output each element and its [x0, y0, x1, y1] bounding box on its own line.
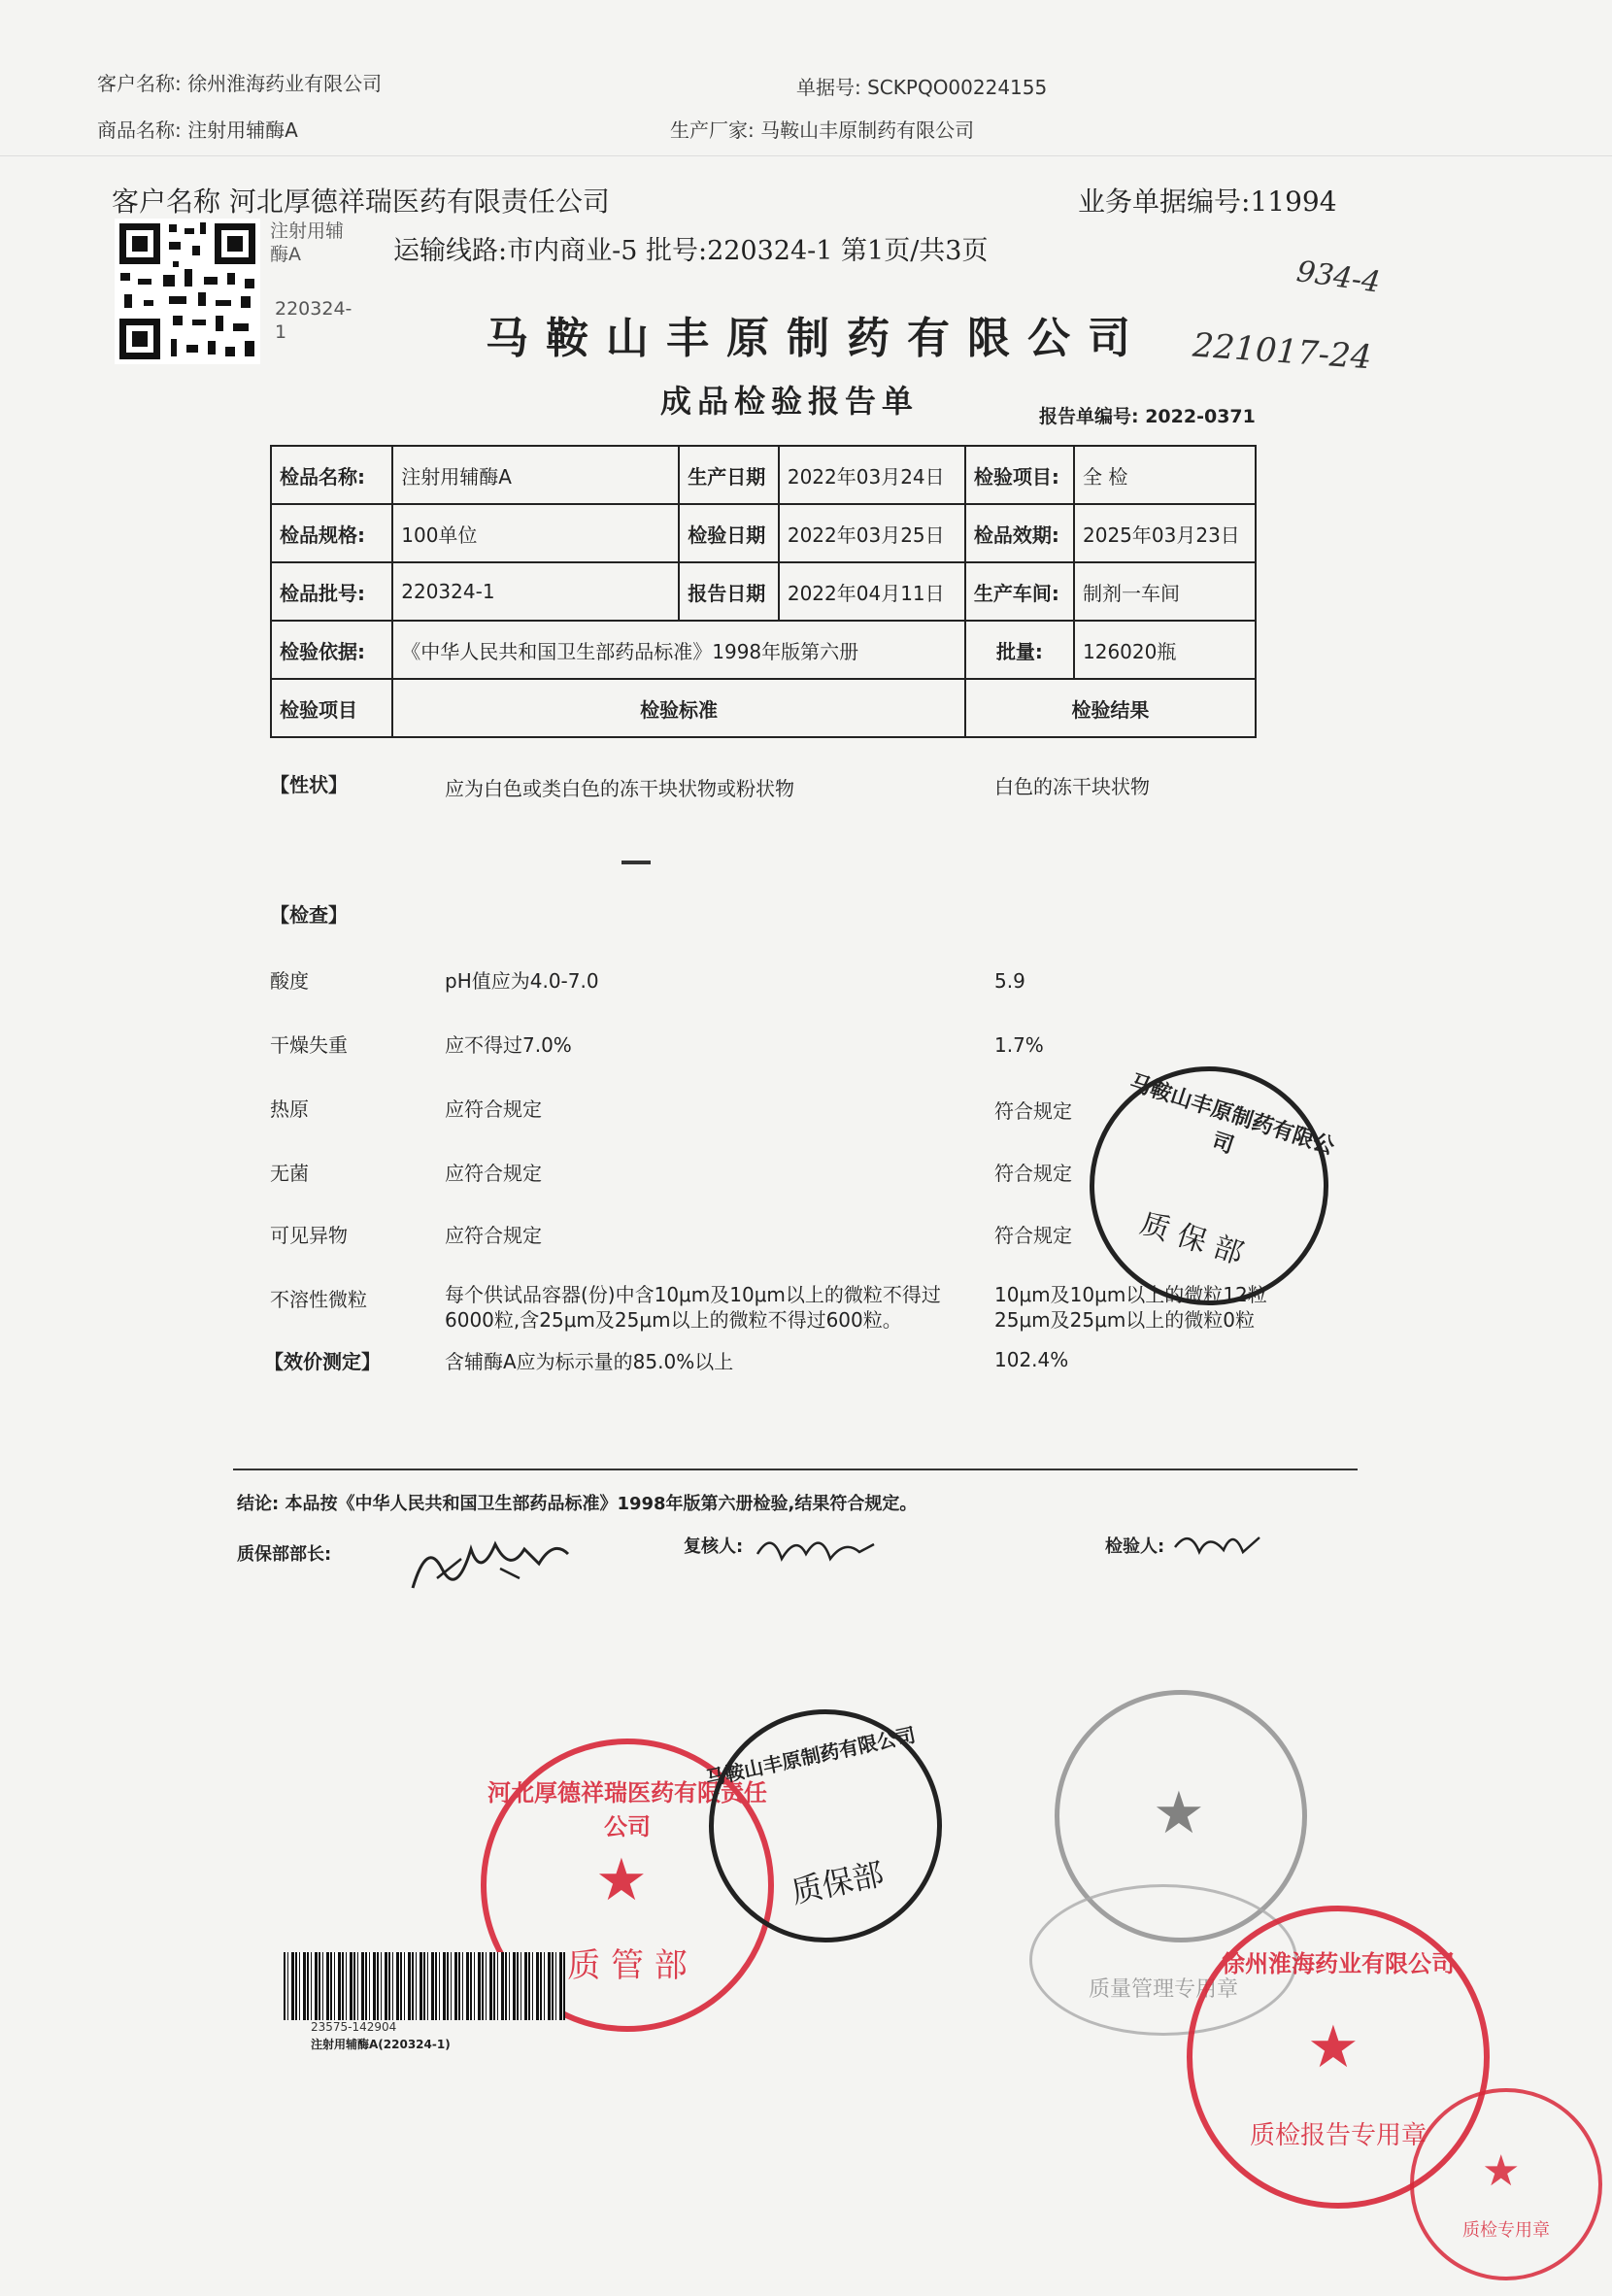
- company-title: 马鞍山丰原制药有限公司: [486, 314, 1148, 363]
- appearance-label: 【性状】: [270, 773, 348, 796]
- reviewer-label: 复核人:: [684, 1536, 744, 1557]
- star-icon: ★: [1482, 2146, 1521, 2196]
- test-name: 可见异物: [270, 1224, 348, 1247]
- table-cell: 检验结果: [965, 679, 1256, 737]
- barcode-caption: 注射用辅酶A(220324-1): [311, 2038, 451, 2051]
- ink-mark: [621, 861, 651, 864]
- conclusion-divider: [233, 1469, 1358, 1470]
- particle-standard-line1: 每个供试品容器(份)中含10μm及10μm以上的微粒不得过: [445, 1283, 941, 1306]
- doc-number-label: 单据号:: [796, 76, 861, 99]
- test-standard: pH值应为4.0-7.0: [445, 969, 599, 993]
- table-cell: 2022年04月11日: [779, 562, 965, 621]
- test-name: 热原: [270, 1097, 309, 1121]
- table-row: [271, 679, 1256, 737]
- table-cell: 批量:: [965, 621, 1074, 679]
- stamp-top-text: 马鞍山丰原制药有限公司: [1126, 1070, 1338, 1161]
- conclusion-text: 结论: 本品按《中华人民共和国卫生部药品标准》1998年版第六册检验,结果符合规定。: [237, 1494, 918, 1514]
- test-standard: 应符合规定: [445, 1224, 542, 1247]
- qr-batch-label: [275, 297, 352, 344]
- particle-result-line1: 10μm及10μm以上的微粒12粒: [994, 1283, 1267, 1306]
- signature-inspector: [1170, 1523, 1267, 1571]
- star-icon: ★: [1153, 1779, 1205, 1847]
- check-label: 【检查】: [270, 903, 348, 927]
- stamp-bottom-text: 质 管 部: [567, 1946, 688, 1985]
- particle-standard: [445, 1282, 941, 1333]
- doc-number-value: SCKPQO00224155: [867, 76, 1048, 99]
- table-row: [271, 504, 1256, 562]
- potency-label: 【效价测定】: [264, 1350, 381, 1373]
- test-result: 符合规定: [994, 1162, 1072, 1185]
- appearance-standard: 应为白色或类白色的冻干块状物或粉状物: [445, 777, 794, 800]
- stamp-bottom-text: 质保部: [788, 1855, 888, 1911]
- star-icon: ★: [1307, 2013, 1360, 2081]
- product-line: [97, 115, 298, 143]
- table-cell: 制剂一车间: [1074, 562, 1256, 621]
- table-row: [271, 621, 1256, 679]
- test-name: 干燥失重: [270, 1033, 348, 1057]
- qr-product-label-line1: 注射用辅: [270, 220, 345, 242]
- report-title: 成品检验报告单: [660, 383, 920, 420]
- info-table: [270, 445, 1257, 738]
- table-cell: 2025年03月23日: [1074, 504, 1256, 562]
- test-result: 1.7%: [994, 1033, 1044, 1057]
- stamp-bottom-text: 质 保 部: [1135, 1206, 1248, 1272]
- test-standard: 应符合规定: [445, 1162, 542, 1185]
- stamp-text: 质检专用章: [1462, 2220, 1550, 2241]
- table-cell: 100单位: [392, 504, 679, 562]
- table-cell: 《中华人民共和国卫生部药品标准》1998年版第六册: [392, 621, 965, 679]
- table-cell: 126020瓶: [1074, 621, 1256, 679]
- test-standard: 应不得过7.0%: [445, 1033, 572, 1057]
- stamp-bottom-text: 质检报告专用章: [1249, 2121, 1427, 2150]
- qr-batch-line2: 1: [275, 321, 287, 343]
- customer-line: [97, 68, 382, 96]
- stamp-top-text: 徐州淮海药业有限公司: [1222, 1950, 1455, 1977]
- qr-product-label-line2: 酶A: [270, 244, 301, 265]
- particle-result-line2: 25μm及25μm以上的微粒0粒: [994, 1308, 1256, 1332]
- table-cell: 报告日期: [679, 562, 779, 621]
- table-row: [271, 562, 1256, 621]
- stamp-text: 质量管理专用章: [1088, 1977, 1238, 2002]
- table-cell: 检品批号:: [271, 562, 392, 621]
- test-standard: 应符合规定: [445, 1097, 542, 1121]
- barcode-icon: [284, 1952, 565, 2020]
- table-cell: 生产日期: [679, 446, 779, 504]
- route-line: 运输线路:市内商业-5 批号:220324-1 第1页/共3页: [393, 236, 989, 266]
- particle-name: 不溶性微粒: [270, 1288, 367, 1311]
- customer-value: 徐州淮海药业有限公司: [187, 72, 383, 95]
- table-cell: 检验项目:: [965, 446, 1074, 504]
- test-name: 无菌: [270, 1162, 309, 1185]
- table-cell: 检验依据:: [271, 621, 392, 679]
- potency-result: 102.4%: [994, 1348, 1069, 1371]
- test-name: 酸度: [270, 969, 309, 993]
- particle-standard-line2: 6000粒,含25μm及25μm以上的微粒不得过600粒。: [445, 1308, 902, 1332]
- table-cell: 检品名称:: [271, 446, 392, 504]
- barcode-number: 23575-142904: [311, 2020, 397, 2034]
- potency-standard: 含辅酶A应为标示量的85.0%以上: [445, 1350, 734, 1373]
- table-cell: 2022年03月24日: [779, 446, 965, 504]
- table-cell: 2022年03月25日: [779, 504, 965, 562]
- table-row: [271, 446, 1256, 504]
- maker-label: 生产厂家:: [670, 118, 755, 142]
- table-cell: 220324-1: [392, 562, 679, 621]
- signature-reviewer: [753, 1525, 879, 1573]
- qr-batch-line1: 220324-: [275, 298, 353, 320]
- report-number: 报告单编号: 2022-0371: [1039, 406, 1256, 427]
- qr-product-label: [270, 219, 344, 266]
- handwritten-note-2: 221017-24: [1191, 325, 1373, 378]
- table-cell: 检品规格:: [271, 504, 392, 562]
- signature-qa-head: [403, 1520, 578, 1598]
- qr-code-icon: [115, 219, 260, 364]
- handwritten-note-1: 934-4: [1293, 254, 1383, 300]
- customer-label: 客户名称:: [97, 72, 182, 95]
- qc-special-stamp: [1410, 2088, 1602, 2280]
- doc-number-line: [796, 72, 1047, 100]
- business-number: 业务单据编号:11994: [1078, 186, 1337, 218]
- table-cell: 检品效期:: [965, 504, 1074, 562]
- maker-value: 马鞍山丰原制药有限公司: [760, 118, 975, 142]
- table-cell: 生产车间:: [965, 562, 1074, 621]
- slip-customer-line: 客户名称 河北厚德祥瑞医药有限责任公司: [112, 186, 610, 218]
- star-icon: ★: [595, 1846, 648, 1914]
- table-cell: 检验标准: [392, 679, 965, 737]
- table-cell: 检验项目: [271, 679, 392, 737]
- qa-head-label: 质保部部长:: [237, 1544, 332, 1565]
- stamp-top-text: 马鞍山丰原制药有限公司: [703, 1722, 918, 1791]
- product-label: 商品名称:: [97, 118, 182, 142]
- stamp-top-text: 河北厚德祥瑞医药有限责任公司: [487, 1779, 767, 1840]
- table-cell: 全 检: [1074, 446, 1256, 504]
- product-value: 注射用辅酶A: [187, 118, 298, 142]
- table-cell: 检验日期: [679, 504, 779, 562]
- table-cell: 注射用辅酶A: [392, 446, 679, 504]
- test-result: 符合规定: [994, 1224, 1072, 1247]
- test-result: 5.9: [994, 969, 1025, 993]
- appearance-result: 白色的冻干块状物: [994, 775, 1150, 798]
- test-result: 符合规定: [994, 1099, 1072, 1123]
- maker-line: [670, 115, 974, 143]
- inspector-label: 检验人:: [1105, 1536, 1165, 1557]
- divider: [0, 155, 1612, 156]
